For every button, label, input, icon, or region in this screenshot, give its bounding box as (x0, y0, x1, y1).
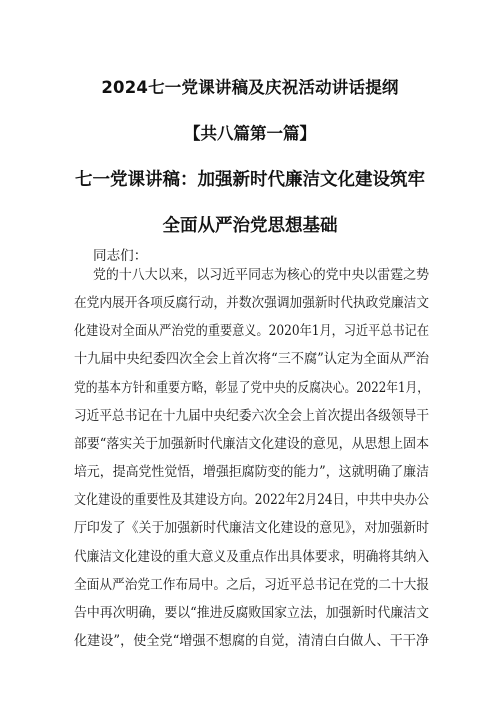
paragraph-line: 文化建设的重要性及其建设方向。2022年2月24日，中共中央办公 (74, 492, 429, 509)
paragraph-line: 党的十八大以来，以习近平同志为核心的党中央以雷霆之势 (93, 267, 429, 283)
paragraph-line: 十九届中央纪委四次全会上首次将“三不腐”认定为全面从严治 (74, 351, 429, 368)
paragraph-line: 厅印发了《关于加强新时代廉洁文化建设的意见》，对加强新时 (74, 520, 429, 537)
paragraph-line: 部要“落实关于加强新时代廉洁文化建设的意见，从思想上固本 (74, 435, 429, 452)
paragraph-line: 代廉洁文化建设的重大意义及重点作出具体要求，明确将其纳入 (74, 548, 429, 565)
paragraph-line: 化建设对全面从严治党的重要意义。2020年1月，习近平总书记在 (74, 323, 429, 340)
document-subtitle: 【共八篇第一篇】 (184, 124, 316, 143)
paragraph-line: 全面从严治党工作布局中。之后，习近平总书记在党的二十大报 (74, 576, 429, 593)
paragraph-line: 党的基本方针和重要方略，彰显了党中央的反腐决心。2022年1月， (74, 379, 429, 396)
paragraph-line: 告中再次明确，要以“推进反腐败国家立法，加强新时代廉洁文 (74, 604, 429, 621)
greeting: 同志们： (93, 248, 148, 264)
paragraph-line: 培元，提高党性觉悟，增强拒腐防变的能力”，这就明确了廉洁 (74, 464, 429, 481)
paragraph-line: 化建设”，使全党“增强不想腐的自觉，清清白白做人、干干净 (74, 632, 429, 649)
paragraph-line: 习近平总书记在十九届中央纪委六次全会上首次提出各级领导干 (74, 407, 429, 424)
article-heading-line-1: 七一党课讲稿：加强新时代廉洁文化建设筑牢 (75, 170, 425, 190)
article-heading-line-2: 全面从严治党思想基础 (162, 216, 338, 236)
paragraph-line: 在党内展开各项反腐行动，并数次强调加强新时代执政党廉洁文 (74, 295, 429, 312)
document-title: 2024七一党课讲稿及庆祝活动讲话提纲 (101, 78, 399, 97)
